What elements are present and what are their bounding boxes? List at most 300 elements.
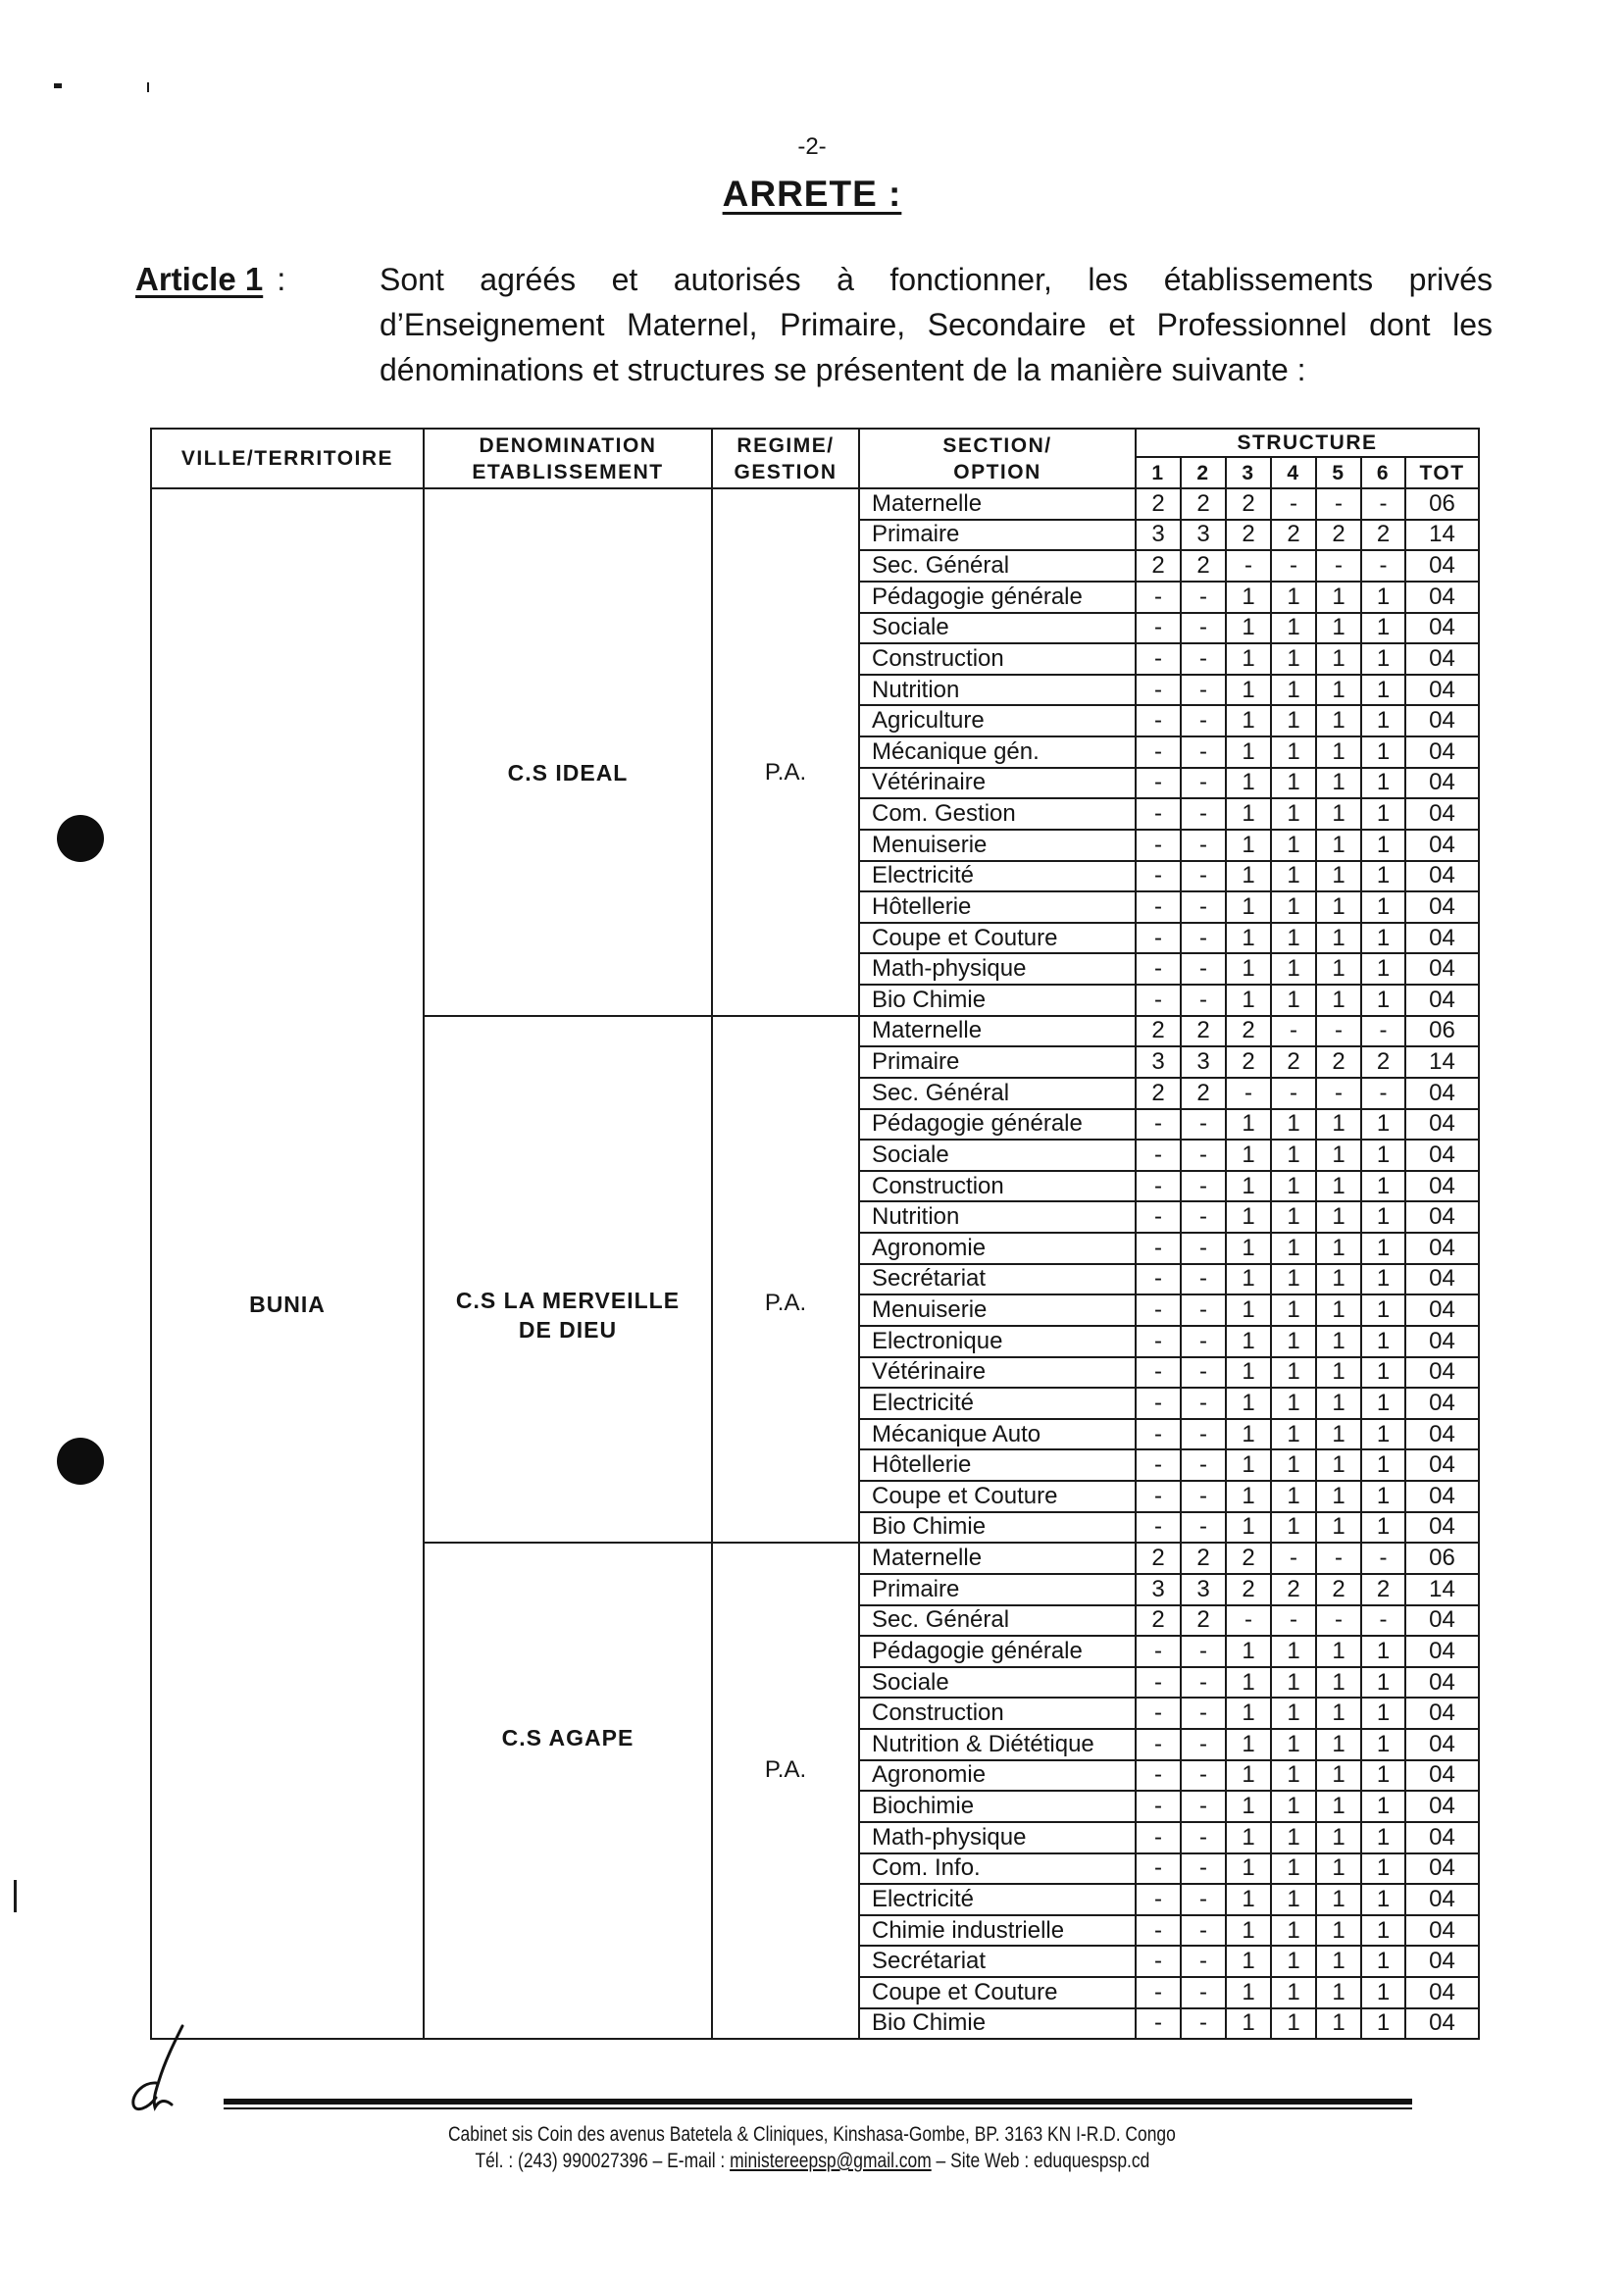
total-cell: 04 bbox=[1406, 1730, 1478, 1759]
structure-value-cell: 1 bbox=[1227, 1730, 1270, 1759]
structure-value-cell: 1 bbox=[1317, 986, 1360, 1015]
structure-value-cell: - bbox=[1182, 1202, 1225, 1232]
section-cell: Math-physique bbox=[860, 954, 1135, 984]
total-cell: 04 bbox=[1406, 706, 1478, 736]
structure-value-cell: 2 bbox=[1182, 551, 1225, 581]
structure-value-cell: 1 bbox=[1362, 1358, 1404, 1388]
section-cell: Coupe et Couture bbox=[860, 1482, 1135, 1511]
total-cell: 04 bbox=[1406, 737, 1478, 767]
structure-value-cell: - bbox=[1137, 1110, 1180, 1140]
section-cell: Bio Chimie bbox=[860, 2009, 1135, 2039]
total-cell: 04 bbox=[1406, 1792, 1478, 1821]
structure-value-cell: - bbox=[1182, 1699, 1225, 1728]
total-cell: 06 bbox=[1406, 1017, 1478, 1046]
footer bbox=[0, 2121, 1624, 2174]
structure-value-cell: 1 bbox=[1362, 737, 1404, 767]
section-cell: Mécanique gén. bbox=[860, 737, 1135, 767]
header-regime bbox=[713, 430, 858, 487]
establishment-name-cell bbox=[425, 1544, 711, 2038]
structure-value-cell: - bbox=[1182, 831, 1225, 860]
header-col-2: 2 bbox=[1182, 458, 1225, 487]
structure-value-cell: 1 bbox=[1227, 1637, 1270, 1666]
section-cell: Electricité bbox=[860, 862, 1135, 891]
structure-value-cell: 1 bbox=[1317, 644, 1360, 674]
structure-value-cell: 1 bbox=[1272, 1482, 1315, 1511]
header-col-4: 4 bbox=[1272, 458, 1315, 487]
total-cell: 04 bbox=[1406, 1420, 1478, 1449]
structure-value-cell: 1 bbox=[1227, 676, 1270, 705]
structure-value-cell: 1 bbox=[1272, 1668, 1315, 1698]
structure-value-cell: - bbox=[1317, 551, 1360, 581]
structure-value-cell: 3 bbox=[1182, 1047, 1225, 1077]
structure-value-cell: 1 bbox=[1227, 1854, 1270, 1884]
establishment-name bbox=[456, 1286, 680, 1344]
structure-value-cell: - bbox=[1137, 954, 1180, 984]
structure-value-cell: 2 bbox=[1227, 1575, 1270, 1604]
structure-value-cell: 1 bbox=[1227, 831, 1270, 860]
header-structure-label: STRUCTURE bbox=[1237, 431, 1378, 454]
regime-cell bbox=[713, 489, 858, 1015]
structure-value-cell: - bbox=[1137, 1358, 1180, 1388]
header-col-6: 6 bbox=[1362, 458, 1404, 487]
total-cell: 04 bbox=[1406, 676, 1478, 705]
structure-value-cell: - bbox=[1182, 2009, 1225, 2039]
structure-value-cell: 1 bbox=[1362, 2009, 1404, 2039]
section-cell: Hôtellerie bbox=[860, 892, 1135, 922]
structure-value-cell: 1 bbox=[1227, 1110, 1270, 1140]
total-cell: 04 bbox=[1406, 1482, 1478, 1511]
structure-value-cell: 1 bbox=[1272, 1792, 1315, 1821]
article-number: Article 1 bbox=[135, 261, 264, 297]
structure-value-cell: 1 bbox=[1317, 1792, 1360, 1821]
structure-value-cell: - bbox=[1182, 1885, 1225, 1914]
section-cell: Primaire bbox=[860, 1575, 1135, 1604]
section-cell: Secrétariat bbox=[860, 1265, 1135, 1294]
section-cell: Maternelle bbox=[860, 1544, 1135, 1573]
structure-value-cell: - bbox=[1272, 1017, 1315, 1046]
structure-value-cell: 2 bbox=[1362, 521, 1404, 550]
structure-value-cell: 1 bbox=[1272, 1947, 1315, 1976]
ville-name: BUNIA bbox=[249, 1291, 326, 1317]
signature-loop bbox=[133, 2083, 156, 2109]
structure-value-cell: - bbox=[1137, 583, 1180, 612]
total-cell: 04 bbox=[1406, 1141, 1478, 1170]
section-cell: Sociale bbox=[860, 1141, 1135, 1170]
structure-value-cell: 1 bbox=[1227, 1327, 1270, 1356]
structure-value-cell: - bbox=[1137, 892, 1180, 922]
structure-value-cell: 3 bbox=[1137, 1575, 1180, 1604]
structure-value-cell: - bbox=[1182, 1916, 1225, 1946]
structure-value-cell: 2 bbox=[1362, 1047, 1404, 1077]
structure-value-cell: 1 bbox=[1362, 769, 1404, 798]
section-cell: Pédagogie générale bbox=[860, 1110, 1135, 1140]
structure-value-cell: - bbox=[1137, 2009, 1180, 2039]
header-section-line: SECTION/ bbox=[942, 433, 1052, 457]
structure-value-cell: 1 bbox=[1362, 1482, 1404, 1511]
structure-value-cell: - bbox=[1137, 1761, 1180, 1791]
structure-value-cell: - bbox=[1137, 1699, 1180, 1728]
structure-value-cell: 1 bbox=[1227, 1172, 1270, 1201]
total-cell: 04 bbox=[1406, 1265, 1478, 1294]
total-cell: 04 bbox=[1406, 1606, 1478, 1636]
structure-value-cell: 1 bbox=[1317, 1668, 1360, 1698]
section-cell: Secrétariat bbox=[860, 1947, 1135, 1976]
total-cell: 04 bbox=[1406, 892, 1478, 922]
structure-value-cell: 2 bbox=[1137, 1606, 1180, 1636]
ville-cell bbox=[152, 489, 423, 2038]
article-label bbox=[135, 257, 285, 302]
structure-value-cell: - bbox=[1182, 924, 1225, 953]
structure-value-cell: - bbox=[1137, 1730, 1180, 1759]
structure-value-cell: 1 bbox=[1272, 1295, 1315, 1325]
section-cell: Menuiserie bbox=[860, 831, 1135, 860]
structure-value-cell: 1 bbox=[1227, 954, 1270, 984]
structure-value-cell: 1 bbox=[1272, 1234, 1315, 1263]
structure-value-cell: - bbox=[1182, 1947, 1225, 1976]
structure-value-cell: - bbox=[1137, 1513, 1180, 1543]
structure-value-cell: - bbox=[1137, 706, 1180, 736]
structure-value-cell: - bbox=[1317, 1017, 1360, 1046]
total-cell: 04 bbox=[1406, 799, 1478, 829]
structure-value-cell: 1 bbox=[1272, 1699, 1315, 1728]
total-cell: 04 bbox=[1406, 1295, 1478, 1325]
structure-value-cell: 1 bbox=[1317, 1823, 1360, 1852]
section-cell: Primaire bbox=[860, 521, 1135, 550]
structure-value-cell: 1 bbox=[1227, 1792, 1270, 1821]
section-cell: Bio Chimie bbox=[860, 1513, 1135, 1543]
structure-value-cell: - bbox=[1182, 1668, 1225, 1698]
structure-value-cell: 1 bbox=[1317, 706, 1360, 736]
structure-value-cell: 1 bbox=[1272, 706, 1315, 736]
section-cell: Electricité bbox=[860, 1389, 1135, 1418]
structure-value-cell: 1 bbox=[1362, 799, 1404, 829]
structure-value-cell: 1 bbox=[1317, 1947, 1360, 1976]
total-cell: 04 bbox=[1406, 583, 1478, 612]
structure-value-cell: 2 bbox=[1317, 1047, 1360, 1077]
signature-mark bbox=[126, 2022, 190, 2112]
structure-value-cell: - bbox=[1182, 1792, 1225, 1821]
structure-value-cell: 1 bbox=[1362, 1792, 1404, 1821]
structure-value-cell: 2 bbox=[1182, 1544, 1225, 1573]
structure-value-cell: 1 bbox=[1362, 1110, 1404, 1140]
structure-value-cell: 1 bbox=[1227, 862, 1270, 891]
structure-value-cell: 1 bbox=[1272, 1885, 1315, 1914]
structure-value-cell: 1 bbox=[1317, 1234, 1360, 1263]
total-cell: 04 bbox=[1406, 1450, 1478, 1480]
structure-value-cell: - bbox=[1182, 1358, 1225, 1388]
structure-value-cell: - bbox=[1182, 1234, 1225, 1263]
structure-value-cell: - bbox=[1182, 1823, 1225, 1852]
structure-value-cell: 1 bbox=[1317, 1978, 1360, 2007]
total-cell: 04 bbox=[1406, 1699, 1478, 1728]
total-cell: 04 bbox=[1406, 1916, 1478, 1946]
section-cell: Nutrition bbox=[860, 1202, 1135, 1232]
structure-value-cell: - bbox=[1182, 644, 1225, 674]
structure-value-cell: 1 bbox=[1317, 769, 1360, 798]
total-cell: 14 bbox=[1406, 1575, 1478, 1604]
structure-value-cell: 1 bbox=[1362, 1916, 1404, 1946]
structure-value-cell: 1 bbox=[1362, 924, 1404, 953]
structure-value-cell: 1 bbox=[1227, 1916, 1270, 1946]
structure-value-cell: - bbox=[1362, 1017, 1404, 1046]
structure-value-cell: - bbox=[1317, 1544, 1360, 1573]
structure-value-cell: 1 bbox=[1317, 1358, 1360, 1388]
structure-value-cell: 1 bbox=[1227, 1420, 1270, 1449]
structure-value-cell: - bbox=[1137, 769, 1180, 798]
total-cell: 04 bbox=[1406, 1947, 1478, 1976]
structure-value-cell: - bbox=[1137, 1885, 1180, 1914]
structure-value-cell: 1 bbox=[1362, 1295, 1404, 1325]
total-cell: 04 bbox=[1406, 1854, 1478, 1884]
structure-value-cell: 2 bbox=[1272, 1047, 1315, 1077]
structure-value-cell: 1 bbox=[1362, 1823, 1404, 1852]
structure-value-cell: 1 bbox=[1272, 924, 1315, 953]
section-cell: Sociale bbox=[860, 614, 1135, 643]
section-cell: Agronomie bbox=[860, 1234, 1135, 1263]
structure-value-cell: 2 bbox=[1137, 1079, 1180, 1108]
structure-value-cell: - bbox=[1182, 769, 1225, 798]
structure-value-cell: 1 bbox=[1227, 644, 1270, 674]
establishment-name-line: C.S LA MERVEILLE bbox=[455, 1288, 681, 1314]
structure-value-cell: 1 bbox=[1317, 862, 1360, 891]
establishment-name-cell bbox=[425, 1017, 711, 1543]
structure-value-cell: 1 bbox=[1227, 1234, 1270, 1263]
structure-value-cell: 2 bbox=[1227, 521, 1270, 550]
section-cell: Sec. Général bbox=[860, 1606, 1135, 1636]
structure-value-cell: 1 bbox=[1272, 769, 1315, 798]
structure-value-cell: 1 bbox=[1227, 1699, 1270, 1728]
structure-value-cell: - bbox=[1182, 1420, 1225, 1449]
footer-address-line bbox=[0, 2121, 1624, 2148]
structure-value-cell: 1 bbox=[1272, 986, 1315, 1015]
structure-value-cell: 1 bbox=[1227, 583, 1270, 612]
total-cell: 04 bbox=[1406, 1389, 1478, 1418]
structure-value-cell: 1 bbox=[1272, 799, 1315, 829]
structure-value-cell: - bbox=[1272, 489, 1315, 519]
total-cell: 04 bbox=[1406, 1637, 1478, 1666]
structure-value-cell: - bbox=[1137, 1668, 1180, 1698]
section-cell: Agriculture bbox=[860, 706, 1135, 736]
structure-value-cell: 1 bbox=[1227, 892, 1270, 922]
header-regime-line: GESTION bbox=[734, 460, 837, 483]
total-cell: 04 bbox=[1406, 644, 1478, 674]
structure-value-cell: - bbox=[1137, 1141, 1180, 1170]
structure-value-cell: - bbox=[1182, 737, 1225, 767]
regime-value: P.A. bbox=[764, 758, 807, 786]
structure-value-cell: 1 bbox=[1272, 831, 1315, 860]
header-ville-label: VILLE/TERRITOIRE bbox=[180, 447, 394, 470]
establishment-name bbox=[502, 1723, 634, 1752]
paragraph-line: Sont agréés et autorisés à fonctionner, les établissements privés bbox=[380, 262, 1493, 297]
footer-contact-suffix: – Site Web : eduquespsp.cd bbox=[931, 2150, 1149, 2172]
footer-contact-prefix: Tél. : (243) 990027396 – E-mail : bbox=[475, 2150, 730, 2172]
footer-rule-thick bbox=[224, 2099, 1412, 2105]
structure-value-cell: 1 bbox=[1362, 1885, 1404, 1914]
structure-value-cell: 1 bbox=[1227, 2009, 1270, 2039]
structure-value-cell: 1 bbox=[1227, 1823, 1270, 1852]
structure-value-cell: - bbox=[1362, 1606, 1404, 1636]
scan-speck bbox=[147, 82, 149, 92]
structure-value-cell: - bbox=[1137, 1637, 1180, 1666]
structure-value-cell: 1 bbox=[1317, 799, 1360, 829]
structure-value-cell: - bbox=[1137, 614, 1180, 643]
section-cell: Menuiserie bbox=[860, 1295, 1135, 1325]
structure-value-cell: - bbox=[1182, 1389, 1225, 1418]
section-cell: Agronomie bbox=[860, 1761, 1135, 1791]
structure-value-cell: 1 bbox=[1317, 1450, 1360, 1480]
structure-value-cell: 1 bbox=[1272, 1358, 1315, 1388]
structure-value-cell: 1 bbox=[1227, 737, 1270, 767]
structure-value-cell: 1 bbox=[1317, 2009, 1360, 2039]
total-cell: 04 bbox=[1406, 1110, 1478, 1140]
structure-value-cell: 1 bbox=[1317, 1295, 1360, 1325]
structure-value-cell: 1 bbox=[1227, 1947, 1270, 1976]
structure-value-cell: 1 bbox=[1272, 1172, 1315, 1201]
structure-value-cell: 1 bbox=[1272, 583, 1315, 612]
structure-value-cell: 2 bbox=[1137, 1017, 1180, 1046]
section-cell: Com. Info. bbox=[860, 1854, 1135, 1884]
total-cell: 04 bbox=[1406, 2009, 1478, 2039]
structure-value-cell: 1 bbox=[1362, 954, 1404, 984]
structure-value-cell: - bbox=[1227, 1606, 1270, 1636]
header-regime-line: REGIME/ bbox=[736, 433, 835, 457]
header-col-1: 1 bbox=[1137, 458, 1180, 487]
structure-value-cell: - bbox=[1137, 1823, 1180, 1852]
structure-value-cell: 1 bbox=[1272, 1761, 1315, 1791]
structure-value-cell: - bbox=[1137, 831, 1180, 860]
structure-value-cell: 1 bbox=[1362, 1141, 1404, 1170]
structure-value-cell: 1 bbox=[1362, 1513, 1404, 1543]
section-cell: Vétérinaire bbox=[860, 769, 1135, 798]
structure-value-cell: 1 bbox=[1272, 614, 1315, 643]
structure-value-cell: - bbox=[1137, 1854, 1180, 1884]
section-cell: Electronique bbox=[860, 1327, 1135, 1356]
structure-value-cell: - bbox=[1137, 1450, 1180, 1480]
section-cell: Sec. Général bbox=[860, 551, 1135, 581]
structure-value-cell: 1 bbox=[1272, 1513, 1315, 1543]
structure-value-cell: 2 bbox=[1227, 1017, 1270, 1046]
structure-value-cell: 1 bbox=[1227, 1978, 1270, 2007]
section-cell: Construction bbox=[860, 1699, 1135, 1728]
structure-value-cell: 2 bbox=[1272, 1575, 1315, 1604]
header-structure bbox=[1137, 430, 1478, 456]
structure-value-cell: - bbox=[1182, 614, 1225, 643]
structure-value-cell: 1 bbox=[1272, 737, 1315, 767]
section-cell: Nutrition & Diététique bbox=[860, 1730, 1135, 1759]
structure-value-cell: - bbox=[1182, 892, 1225, 922]
structure-value-cell: - bbox=[1182, 1295, 1225, 1325]
structure-value-cell: 1 bbox=[1227, 924, 1270, 953]
footer-address: Cabinet sis Coin des avenus Batetela & Cliniques, Kinshasa-Gombe, BP. 3163 KN I-R.D. Congo bbox=[448, 2123, 1176, 2146]
structure-value-cell: - bbox=[1182, 1110, 1225, 1140]
total-cell: 04 bbox=[1406, 769, 1478, 798]
structure-value-cell: 1 bbox=[1362, 1450, 1404, 1480]
total-cell: 04 bbox=[1406, 1761, 1478, 1791]
structure-value-cell: 1 bbox=[1362, 1202, 1404, 1232]
structure-value-cell: - bbox=[1182, 954, 1225, 984]
total-cell: 04 bbox=[1406, 924, 1478, 953]
structure-value-cell: 1 bbox=[1362, 1668, 1404, 1698]
section-cell: Vétérinaire bbox=[860, 1358, 1135, 1388]
structure-value-cell: 1 bbox=[1272, 1823, 1315, 1852]
structure-value-cell: - bbox=[1182, 1327, 1225, 1356]
structure-value-cell: - bbox=[1137, 737, 1180, 767]
structure-value-cell: - bbox=[1137, 1172, 1180, 1201]
structure-value-cell: 2 bbox=[1182, 1606, 1225, 1636]
structure-value-cell: - bbox=[1182, 862, 1225, 891]
section-cell: Electricité bbox=[860, 1885, 1135, 1914]
header-col-total: TOT bbox=[1406, 458, 1478, 487]
structure-value-cell: 1 bbox=[1317, 1202, 1360, 1232]
section-cell: Maternelle bbox=[860, 1017, 1135, 1046]
total-cell: 04 bbox=[1406, 1079, 1478, 1108]
section-cell: Bio Chimie bbox=[860, 986, 1135, 1015]
signature-stroke bbox=[154, 2026, 182, 2107]
structure-value-cell: 1 bbox=[1362, 1420, 1404, 1449]
structure-value-cell: 2 bbox=[1272, 521, 1315, 550]
structure-value-cell: - bbox=[1182, 676, 1225, 705]
structure-value-cell: - bbox=[1182, 1761, 1225, 1791]
structure-value-cell: 1 bbox=[1362, 644, 1404, 674]
structure-value-cell: 1 bbox=[1227, 1295, 1270, 1325]
structure-value-cell: 1 bbox=[1362, 1761, 1404, 1791]
structure-value-cell: 1 bbox=[1227, 1761, 1270, 1791]
total-cell: 04 bbox=[1406, 1358, 1478, 1388]
structure-value-cell: 1 bbox=[1362, 1637, 1404, 1666]
structure-value-cell: 1 bbox=[1272, 1141, 1315, 1170]
section-cell: Maternelle bbox=[860, 489, 1135, 519]
structure-value-cell: - bbox=[1182, 986, 1225, 1015]
structure-value-cell: - bbox=[1182, 1637, 1225, 1666]
structure-value-cell: - bbox=[1182, 1978, 1225, 2007]
structure-value-cell: 1 bbox=[1317, 1730, 1360, 1759]
structure-value-cell: 1 bbox=[1362, 1730, 1404, 1759]
regime-value: P.A. bbox=[764, 1290, 807, 1317]
regime-value: P.A. bbox=[764, 1756, 807, 1784]
total-cell: 04 bbox=[1406, 954, 1478, 984]
header-ville bbox=[152, 430, 423, 487]
structure-value-cell: 1 bbox=[1362, 1978, 1404, 2007]
regime-cell bbox=[713, 1544, 858, 2038]
structure-value-cell: - bbox=[1137, 1482, 1180, 1511]
structure-value-cell: 1 bbox=[1272, 1854, 1315, 1884]
structure-value-cell: 1 bbox=[1272, 1110, 1315, 1140]
structure-value-cell: - bbox=[1182, 1482, 1225, 1511]
structure-value-cell: 1 bbox=[1362, 1265, 1404, 1294]
structure-value-cell: 1 bbox=[1272, 1450, 1315, 1480]
structure-value-cell: - bbox=[1182, 1265, 1225, 1294]
structure-value-cell: 1 bbox=[1272, 676, 1315, 705]
structure-value-cell: - bbox=[1272, 1079, 1315, 1108]
structure-value-cell: - bbox=[1182, 1730, 1225, 1759]
structure-value-cell: 1 bbox=[1272, 954, 1315, 984]
structure-value-cell: 1 bbox=[1317, 831, 1360, 860]
structure-table bbox=[150, 428, 1480, 2040]
structure-value-cell: - bbox=[1137, 1295, 1180, 1325]
structure-value-cell: 1 bbox=[1362, 676, 1404, 705]
page-heading bbox=[0, 173, 1624, 224]
structure-value-cell: - bbox=[1137, 1202, 1180, 1232]
structure-value-cell: 1 bbox=[1227, 769, 1270, 798]
total-cell: 04 bbox=[1406, 551, 1478, 581]
scan-speck bbox=[54, 83, 62, 88]
structure-value-cell: - bbox=[1137, 1792, 1180, 1821]
paragraph-line: d’Enseignement Maternel, Primaire, Secondaire et Professionnel dont les bbox=[380, 307, 1493, 342]
structure-value-cell: - bbox=[1137, 1978, 1180, 2007]
section-cell: Math-physique bbox=[860, 1823, 1135, 1852]
structure-value-cell: - bbox=[1362, 489, 1404, 519]
article-colon: : bbox=[277, 261, 286, 297]
